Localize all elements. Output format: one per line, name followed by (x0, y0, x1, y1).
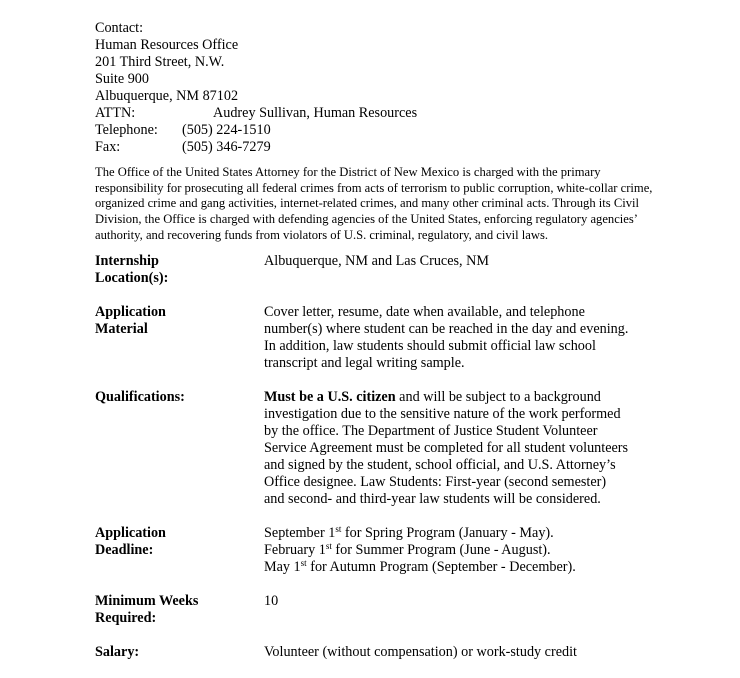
salary-label-text: Salary: (95, 643, 140, 660)
qualifications-value (264, 389, 644, 508)
location-value (264, 253, 644, 287)
contact-telephone-line (95, 122, 655, 139)
location-label-line1: Internship (95, 252, 159, 269)
location-row (95, 253, 655, 287)
weeks-label (95, 593, 264, 627)
contact-block (95, 20, 655, 156)
document-page (95, 20, 655, 678)
qualifications-line: and signed by the student, school official, and U.S. Attorney’s (264, 456, 616, 473)
weeks-value (264, 593, 644, 627)
internship-details (95, 253, 655, 661)
material-row (95, 304, 655, 372)
material-label-line2: Material (95, 320, 148, 337)
qualifications-line: and second- and third-year law students will be considered. (264, 490, 601, 507)
material-line: Cover letter, resume, date when available, and telephone (264, 303, 585, 320)
salary-row (95, 644, 655, 661)
deadline-ordinal: st (300, 557, 307, 568)
contact-suite: Suite 900 (95, 71, 149, 87)
qualifications-first-line (264, 389, 644, 406)
deadline-item (264, 542, 644, 559)
material-line: transcript and legal writing sample. (264, 354, 465, 371)
qualifications-label-text: Qualifications: (95, 388, 185, 405)
location-label-line2: Location(s): (95, 269, 169, 286)
intro-paragraph: The Office of the United States Attorney for the District of New Mexico is charged with the primary responsibility for prosecuting all federal crimes from acts of terrorism to public corruption, white-collar crime, organized crime and gang activities, internet-related crimes, and many other criminal acts. Through its Civil Division, the Office is charged with defending agencies of the United States, enforcing regulatory agencies’ authority, and recovering funds from violators of U.S. criminal, regulatory, and civil laws. (95, 165, 653, 242)
qualifications-row (95, 389, 655, 508)
deadline-item (264, 559, 644, 576)
deadline-label (95, 525, 264, 576)
material-value (264, 304, 644, 372)
contact-attn-line (95, 105, 655, 122)
material-label (95, 304, 264, 372)
weeks-value-text: 10 (264, 592, 279, 609)
telephone-label: Telephone: (95, 122, 158, 138)
deadline-row (95, 525, 655, 576)
telephone-value: (505) 224-1510 (182, 122, 271, 138)
salary-value (264, 644, 644, 661)
contact-office: Human Resources Office (95, 37, 239, 53)
deadline-value (264, 525, 644, 576)
location-label (95, 253, 264, 287)
weeks-label-line1: Minimum Weeks (95, 592, 199, 609)
location-value-text: Albuquerque, NM and Las Cruces, NM (264, 252, 489, 269)
weeks-label-line2: Required: (95, 609, 157, 626)
attn-label: ATTN: (95, 105, 136, 121)
contact-city: Albuquerque, NM 87102 (95, 88, 239, 104)
contact-heading: Contact: (95, 20, 144, 36)
fax-value: (505) 346-7279 (182, 139, 271, 155)
deadline-ordinal: st (325, 540, 332, 551)
deadline-date: September 1 (264, 524, 336, 541)
deadline-ordinal: st (335, 523, 342, 534)
deadline-label-line1: Application (95, 524, 166, 541)
qualifications-label (95, 389, 264, 508)
attn-value: Audrey Sullivan, Human Resources (213, 105, 418, 121)
contact-fax-line (95, 139, 655, 156)
material-label-line1: Application (95, 303, 166, 320)
contact-street: 201 Third Street, N.W. (95, 54, 225, 70)
citizenship-requirement: Must be a U.S. citizen (264, 388, 396, 405)
deadline-date: February 1 (264, 541, 326, 558)
deadline-item (264, 525, 644, 542)
weeks-row (95, 593, 655, 627)
fax-label: Fax: (95, 139, 121, 155)
deadline-program: for Summer Program (June - August). (331, 541, 551, 558)
salary-value-text: Volunteer (without compensation) or work-study credit (264, 643, 577, 660)
salary-label (95, 644, 264, 661)
material-line: number(s) where student can be reached in the day and evening. (264, 320, 629, 337)
deadline-program: for Autumn Program (September - December). (306, 558, 576, 575)
deadline-date: May 1 (264, 558, 301, 575)
qualifications-line: Service Agreement must be completed for all student volunteers (264, 439, 629, 456)
deadline-label-line2: Deadline: (95, 541, 154, 558)
qualifications-line: investigation due to the sensitive nature of the work performed (264, 405, 621, 422)
qualifications-line: by the office. The Department of Justice Student Volunteer (264, 422, 598, 439)
qualifications-first-rest: and will be subject to a background (395, 388, 601, 405)
qualifications-line: Office designee. Law Students: First-year (second semester) (264, 473, 607, 490)
deadline-program: for Spring Program (January - May). (341, 524, 554, 541)
material-line: In addition, law students should submit official law school (264, 337, 596, 354)
